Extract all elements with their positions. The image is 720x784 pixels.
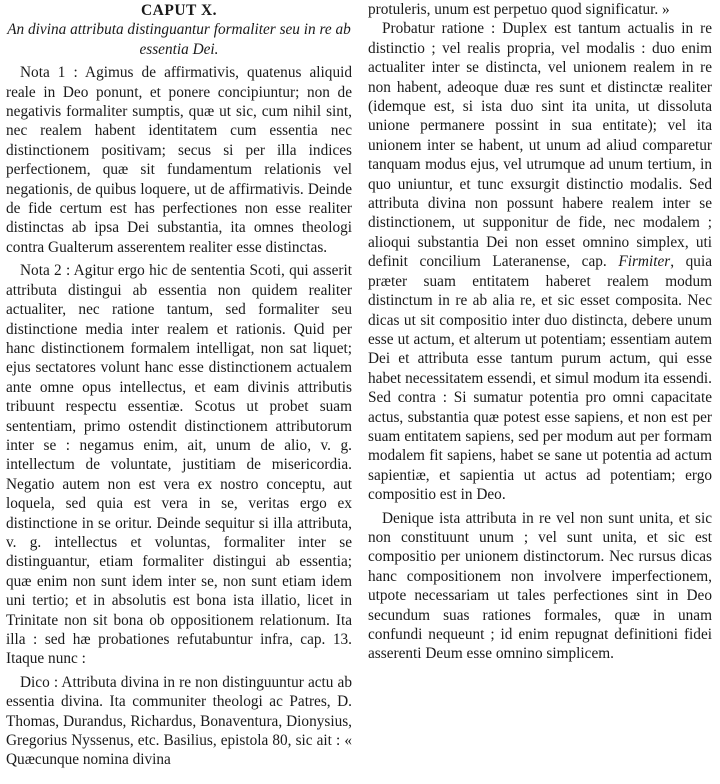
chapter-heading: CAPUT X.	[140, 2, 218, 19]
nota-2-label: Nota 2 :	[20, 262, 71, 280]
nota-2-text: Agitur ergo hic de sententia Scoti, qui asserit attributa distingui ab essentia non quidem realiter actualiter, nec ratione tantum, sed formaliter seu distinctione media inter realem et rationis. Quid per hanc distinctionem formalem intelligat, non sat liquet; ejus sectatores volunt hanc esse distinctionem actualem ante omne opus intellectus, et eam divinis attributis tribuunt respectu essentiæ. Scotus ut probet suam sententiam, primo ostendit distinctionem attributorum inter se : negamus enim, ait, unum de alio, v. g. intellectum de voluntate, justitiam de misericordia. Negatio autem non est vera ex nostro conceptu, aut loquela, sed quia est vera in se, veritas ergo ex distinctione in se oritur. Deinde sequitur si illa attributa, v. g. intellectus et voluntas, formaliter inter se distinguantur, etiam formaliter distingui ab essentia; quæ enim non sunt idem inter se, non sunt etiam idem uni tertio; et in absolutis est bona ista illatio, licet in Trinitate non sit bona ob oppositionem relationum. Ita illa : sed hæ probationes refutabuntur infra, cap. 13. Itaque nunc :	[6, 262, 352, 668]
right-column	[368, 0, 712, 664]
quote-continuation: protuleris, unum est perpetuo quod significatur. »	[368, 1, 670, 18]
nota-2-paragraph	[6, 261, 352, 669]
left-column	[6, 0, 352, 770]
firmiter-citation: Firmiter	[618, 253, 671, 271]
dico-paragraph	[6, 673, 352, 770]
probatur-paragraph	[368, 19, 712, 504]
probatur-text-2: , quia præter suam entitatem haberet realem modum distinctum in re ab alia re, et sic esset composita. Nec dicas ut sit compositio inter duo distincta, debere unum esse ut actum, et alterum ut potentiam; essentiam autem Dei et attributa esse tantum purum actum, qui esse habet necessitatem essendi, et simul modum ita essendi. Sed contra : Si sumatur potentia pro omni capacitate actus, substantia quæ potest esse sapiens, et non est per suam entitatem sapiens, sed per modum aut per formam modalem fit sapiens, habet se sane ut potentia ad actum sapientiæ, et sapientia ut actus ad potentiam; ergo compositio est in Deo.	[368, 253, 712, 504]
nota-1-text: Agimus de affirmativis, quatenus aliquid reale in Deo ponunt, et ponere concipiuntur; non de negativis formaliter sumptis, quæ ut sic, cum nihil sint, nec realem habent identitatem cum essentia nec distinctionem positivam; secus si per illa indices perfectionem, quæ sit fundamentum relationis vel negationis, de quibus loquere, ut de affirmativis. Deinde de fide certum est has perfectiones non esse realiter distinctas ab ipsa Dei substantia, ita omnes theologi contra Gualterum asserentem realiter esse distinctas.	[6, 64, 352, 256]
dico-label: Dico :	[20, 673, 59, 691]
probatur-text-1: Probatur ratione : Duplex est tantum actualis in re distinctio ; vel realis propria, vel modalis : duo enim actualiter inter se distincta, vel unionem realem in re non habent, adeoque duæ res sunt et distinctæ realiter (idemque est, si ista duo sint ita unita, ut dissoluta unione permanere possint in sua entitate); vel ita unionem inter se habent, ut unum ad aliud comparetur tanquam modus ejus, vel utrumque ad unum tertium, in quo uniuntur, et tunc exsurgit distinctio modalis. Sed attributa divina non possunt habere realem inter se distinctionem, ut supponitur de fide, nec modalem ; alioqui substantia Dei non esset omnino simplex, uti definit concilium Lateranense, cap.	[368, 20, 712, 271]
nota-1-paragraph	[6, 63, 352, 257]
denique-paragraph: Denique ista attributa in re vel non sunt unita, et sic non constituunt unum ; vel sunt unita, et sic est compositio per unionem distinctorum. Nec rursus dicas hanc compositionem non involvere imperfectionem, utpote necessariam ut tales perfectiones sint in Deo secundum suas rationes formales, quæ in unam confundi nequeunt ; id enim repugnat definitioni fidei asserenti Deum esse omnino simplicem.	[368, 509, 712, 663]
nota-1-label: Nota 1 :	[20, 64, 78, 82]
dico-text: Attributa divina in re non distinguuntur actu ab essentia divina. Ita communiter theologi ac Patres, D. Thomas, Durandus, Richardus, Bonaventura, Dionysius, Gregorius Nyssenus, etc. Basilius, epistola 80, sic ait : « Quæcunque nomina divina	[6, 673, 352, 769]
chapter-subtitle: An divina attributa distinguantur formaliter seu in re ab essentia Dei.	[7, 21, 351, 58]
